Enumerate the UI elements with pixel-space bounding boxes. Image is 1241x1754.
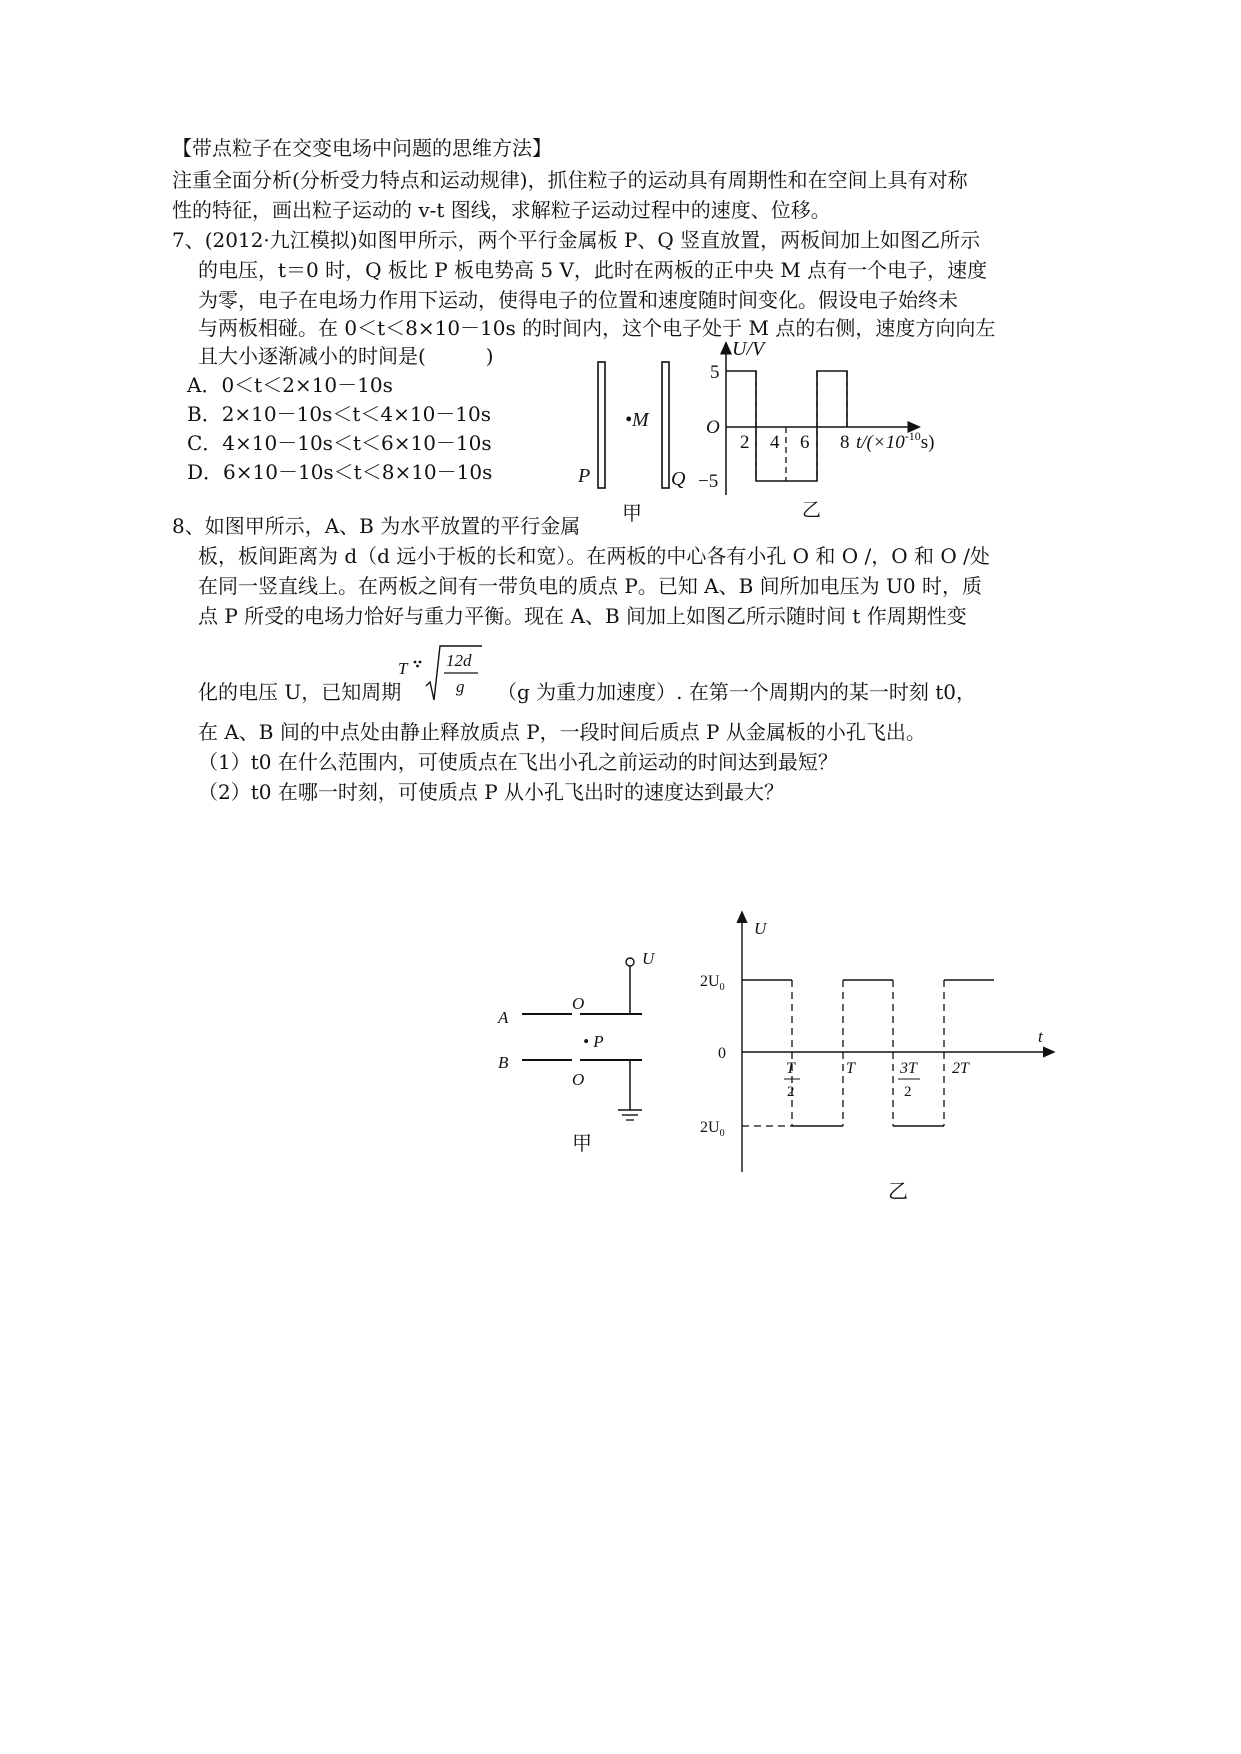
q7-text-line: 7、(2012·九江模拟)如图甲所示，两个平行金属板 P、Q 竖直放置，两板间加上如图乙所示 [172, 228, 981, 252]
x-axis-label: t [1038, 1027, 1043, 1046]
q7-option-c: C．4×10－10s＜t＜6×10－10s [187, 431, 492, 455]
period-formula [392, 638, 492, 708]
y-axis-label: U [754, 919, 767, 938]
terminal-u-label: U [642, 949, 655, 968]
x-axis-label [856, 429, 934, 453]
point-m-label: •M [625, 409, 649, 431]
y-tick-neg: −5 [698, 471, 719, 492]
x-axis-label-main: t/(×10 [856, 432, 905, 453]
y-tick-pos: 5 [710, 362, 720, 383]
q8-text-line: 点 P 所受的电场力恰好与重力平衡。现在 A、B 间加上如图乙所示随时间 t 作周期性变 [198, 604, 967, 628]
x-tick-3half-den: 2 [904, 1084, 912, 1100]
hole-o-bottom-label: O [572, 1070, 585, 1089]
y-tick-neg: $2U_0$ [700, 1119, 725, 1139]
y-axis-label: U/V [732, 338, 765, 360]
q8-text-line: 在同一竖直线上。在两板之间有一带负电的质点 P。已知 A、B 间所加电压为 U0 时，质 [198, 574, 982, 598]
section-heading: 【带点粒子在交变电场中问题的思维方法】 [172, 136, 552, 160]
q8-text-line: 板，板间距离为 d（d 远小于板的长和宽）。在两板的中心各有小孔 O 和 O /，O 和 O /处 [198, 544, 990, 568]
plate-a-label: A [498, 1008, 509, 1027]
q7-figure-voltage [690, 335, 960, 525]
q8-figure-plates [480, 930, 680, 1160]
origin-label: 0 [718, 1045, 726, 1062]
q7-text-line: 为零，电子在电场力作用下运动，使得电子的位置和速度随时间变化。假设电子始终未 [198, 288, 958, 312]
q8-subquestion-2: （2）t0 在哪一时刻，可使质点 P 从小孔飞出时的速度达到最大？ [198, 780, 785, 804]
x-tick-half-num: T [786, 1060, 795, 1077]
q8-text-line: （g 为重力加速度）. 在第一个周期内的某一时刻 t0， [497, 680, 976, 704]
formula-t: T [398, 659, 408, 678]
section-body-line: 注重全面分析(分析受力特点和运动规律)，抓住粒子的运动具有周期性和在空间上具有对称 [172, 168, 968, 192]
formula-numerator: 12d [446, 651, 472, 670]
section-body-line: 性的特征，画出粒子运动的 v-t 图线，求解粒子运动过程中的速度、位移。 [172, 198, 831, 222]
q8-text-line: 8、如图甲所示，A、B 为水平放置的平行金属 [172, 514, 581, 538]
x-tick-8: 8 [840, 432, 850, 453]
terminal-u [626, 958, 634, 966]
x-tick-t: T [846, 1060, 855, 1077]
y-tick-pos: $2U_0$ [700, 973, 725, 993]
x-axis-label-exp: -10 [904, 429, 921, 443]
figure-caption-jia: 甲 [622, 503, 642, 525]
x-tick-2: 2 [740, 432, 750, 453]
q7-option-d: D．6×10－10s＜t＜8×10－10s [187, 460, 493, 484]
q7-text-line: 的电压，t＝0 时，Q 板比 P 板电势高 5 V，此时在两板的正中央 M 点有一个电子，速度 [198, 258, 988, 282]
plate-b-label: B [498, 1053, 509, 1072]
plate-p-label: P [578, 465, 591, 487]
hole-o-top-label: O [572, 994, 585, 1013]
plate-q [662, 362, 669, 488]
plate-q-label: Q [671, 468, 686, 490]
q8-text-line: 化的电压 U，已知周期 [198, 680, 402, 704]
figure-caption-yi: 乙 [802, 500, 822, 521]
x-tick-3half-num: 3T [900, 1060, 917, 1077]
q7-text-line: 且大小逐渐减小的时间是( ) [198, 344, 494, 368]
figure-caption-yi: 乙 [888, 1181, 908, 1203]
formula-denominator: g [456, 677, 465, 696]
q7-option-a: A．0＜t＜2×10－10s [187, 373, 393, 397]
x-tick-half-den: 2 [787, 1084, 795, 1100]
x-tick-6: 6 [800, 432, 810, 453]
q8-subquestion-1: （1）t0 在什么范围内，可使质点在飞出小孔之前运动的时间达到最短？ [198, 750, 838, 774]
q8-text-line: 在 A、B 间的中点处由静止释放质点 P，一段时间后质点 P 从金属板的小孔飞出。 [198, 720, 926, 744]
figure-caption-jia: 甲 [572, 1133, 592, 1155]
q7-option-b: B．2×10－10s＜t＜4×10－10s [187, 402, 492, 426]
x-axis-label-unit: s) [920, 432, 935, 453]
q7-figure-plates [570, 350, 710, 530]
origin-label: O [706, 417, 720, 438]
plate-p [598, 362, 605, 488]
x-tick-2t: 2T [952, 1060, 969, 1077]
voltage-waveform [726, 371, 847, 481]
point-p-label: • P [583, 1032, 604, 1051]
q7-text-line: 与两板相碰。在 0＜t＜8×10－10s 的时间内，这个电子处于 M 点的右侧，速度方向向左 [198, 316, 996, 340]
q8-figure-voltage [700, 910, 1060, 1210]
x-tick-4: 4 [770, 432, 780, 453]
